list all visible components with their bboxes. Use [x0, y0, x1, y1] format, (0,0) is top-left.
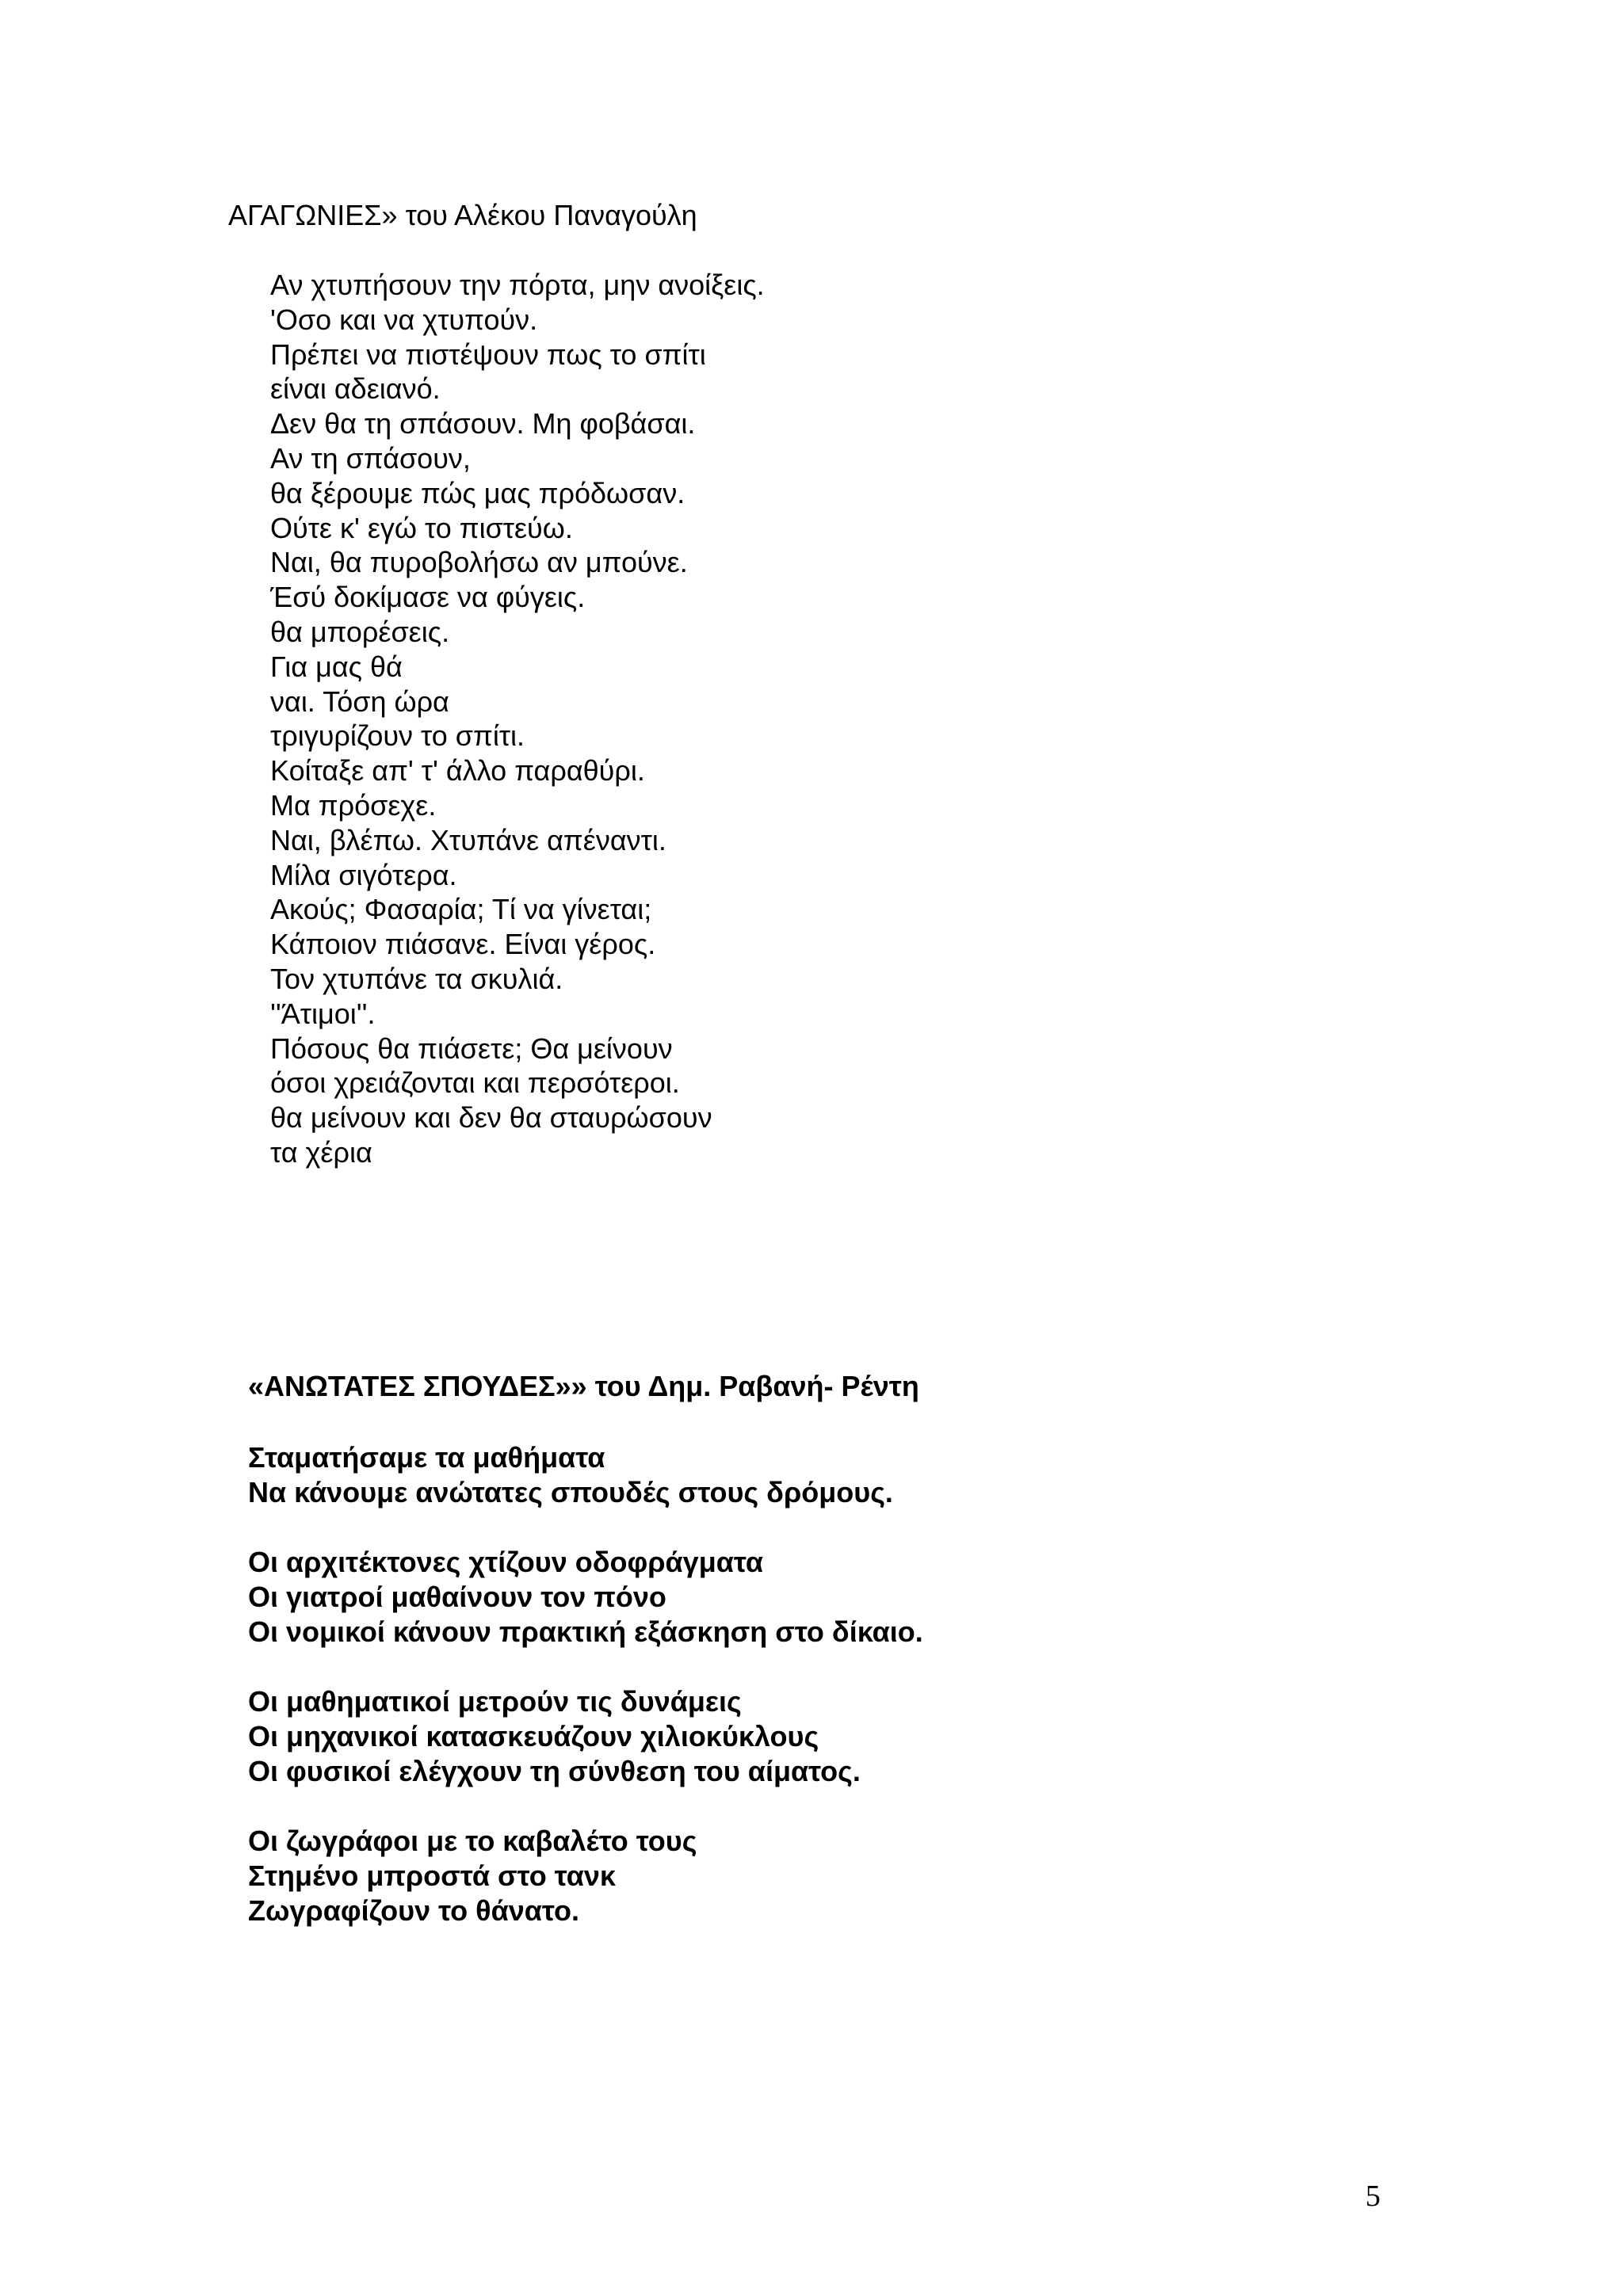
- poem-line: θα μείνουν και δεν θα σταυρώσουν: [270, 1101, 712, 1135]
- poem-line: Αν τη σπάσουν,: [270, 441, 471, 475]
- poem1-body: [270, 268, 765, 1170]
- poem-line: Οι ζωγράφοι με το καβαλέτο τους: [248, 1825, 697, 1857]
- poem-line: Οι φυσικοί ελέγχουν τη σύνθεση του αίματος.: [248, 1755, 861, 1787]
- poem-line: Πρέπει να πιστέψουν πως το σπίτι: [270, 338, 706, 371]
- poem-line: Σταματήσαμε τα μαθήματα: [248, 1441, 605, 1474]
- poem-line: Ακούς; Φασαρία; Τί να γίνεται;: [270, 893, 652, 926]
- poem-line: Ναι, θα πυροβολήσω αν μπούνε.: [270, 546, 688, 579]
- poem-line: Κοίταξε απ' τ' άλλο παραθύρι.: [270, 754, 645, 788]
- poem1-title: ΑΓΑΓΩΝΙΕΣ» του Αλέκου Παναγούλη: [228, 199, 697, 231]
- poem-line: Κάποιον πιάσανε. Είναι γέρος.: [270, 928, 656, 961]
- poem-line: Ούτε κ' εγώ το πιστεύω.: [270, 511, 573, 544]
- poem-line: Οι αρχιτέκτονες χτίζουν οδοφράγματα: [248, 1546, 764, 1578]
- poem-line: Για μας θά: [270, 650, 403, 683]
- poem-line: Οι νομικοί κάνουν πρακτική εξάσκηση στο δίκαιο.: [248, 1615, 923, 1648]
- poem-line: Αν χτυπήσουν την πόρτα, μην ανοίξεις.: [270, 269, 765, 301]
- poem-line: τα χέρια: [270, 1135, 372, 1169]
- poem-line: 'Οσο και να χτυπούν.: [270, 303, 538, 336]
- poem-line: Μα πρόσεχε.: [270, 788, 437, 822]
- poem-line: είναι αδειανό.: [270, 372, 441, 406]
- poem-line: Οι μηχανικοί κατασκευάζουν χιλιοκύκλους: [248, 1720, 819, 1753]
- poem-line: Οι γιατροί μαθαίνουν τον πόνο: [248, 1581, 666, 1613]
- poem-line: Στημένο μπροστά στο τανκ: [248, 1859, 616, 1892]
- page-number: 5: [1365, 2180, 1381, 2213]
- poem-line: Να κάνουμε ανώτατες σπουδές στους δρόμους.: [248, 1476, 893, 1508]
- poem2-stanza: [248, 1684, 861, 1789]
- poem-line: Δεν θα τη σπάσουν. Μη φοβάσαι.: [270, 407, 696, 441]
- poem-line: Τον χτυπάνε τα σκυλιά.: [270, 962, 563, 995]
- poem-line: θα ξέρουμε πώς μας πρόδωσαν.: [270, 476, 685, 509]
- poem-line: ''Άτιμοι''.: [270, 997, 376, 1030]
- poem-line: Έσύ δοκίμασε να φύγεις.: [270, 581, 586, 614]
- poem-line: ναι. Τόση ώρα: [270, 685, 449, 718]
- poem-line: τριγυρίζουν το σπίτι.: [270, 719, 525, 753]
- poem2-stanza: [248, 1440, 893, 1510]
- poem-line: όσοι χρειάζονται και περσότεροι.: [270, 1066, 680, 1100]
- poem-line: Μίλα σιγότερα.: [270, 858, 457, 891]
- poem2-title: «ΑΝΩΤΑΤΕΣ ΣΠΟΥΔΕΣ»» του Δημ. Ραβανή- Ρέντη: [248, 1370, 919, 1402]
- poem-line: Ζωγραφίζουν το θάνατο.: [248, 1894, 579, 1927]
- poem-line: Πόσους θα πιάσετε; Θα μείνουν: [270, 1032, 673, 1065]
- poem-line: Ναι, βλέπω. Χτυπάνε απέναντι.: [270, 823, 666, 856]
- poem2-stanza: [248, 1824, 697, 1928]
- poem-line: θα μπορέσεις.: [270, 615, 450, 648]
- poem2-stanza: [248, 1545, 923, 1650]
- poem-line: Οι μαθηματικοί μετρούν τις δυνάμεις: [248, 1685, 742, 1718]
